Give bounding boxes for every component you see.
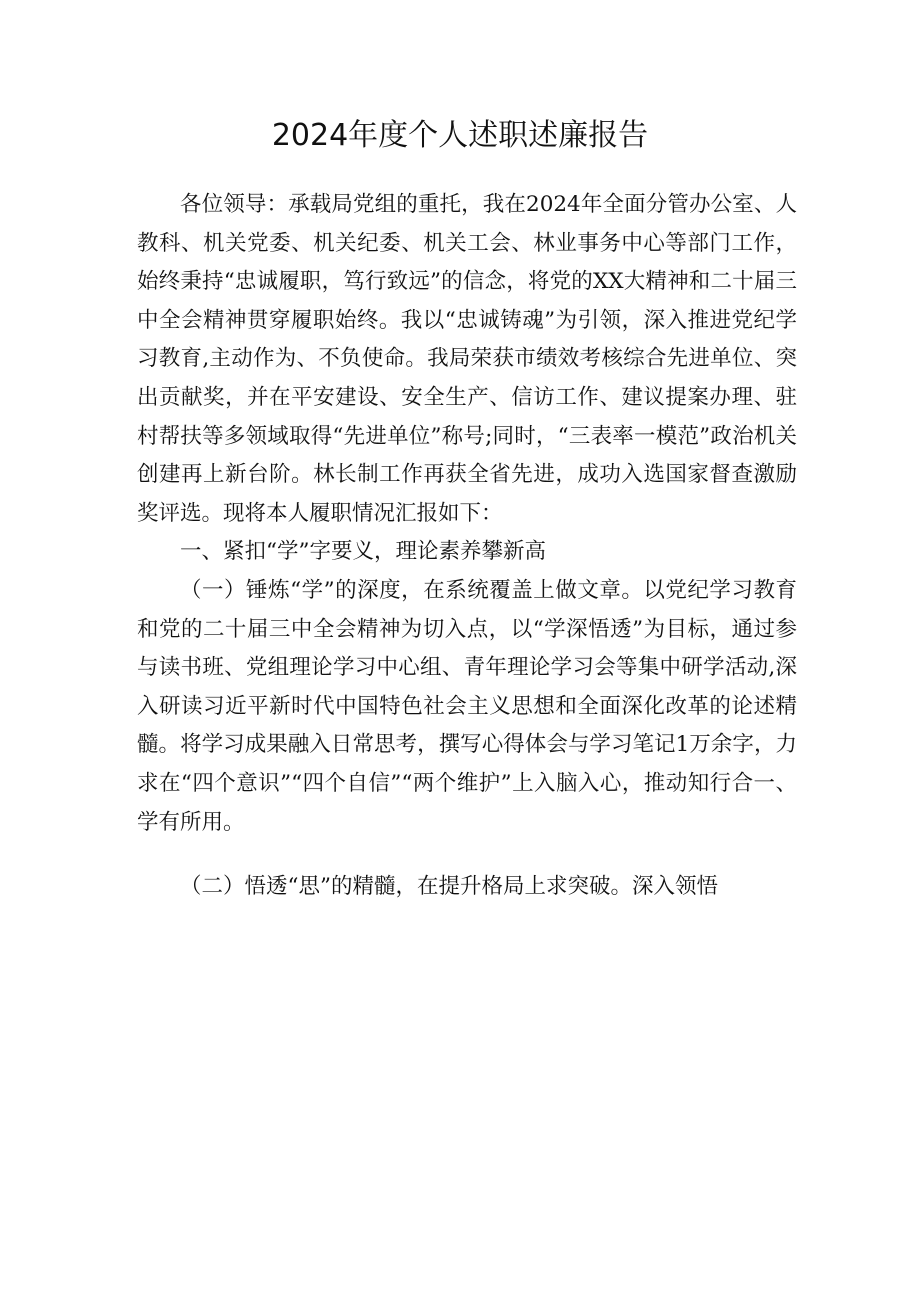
document-title: 2024年度个人述职述廉报告 xyxy=(271,118,649,153)
paragraph-subsection-2: （二）悟透“思”的精髓，在提升格局上求突破。深入领悟 xyxy=(180,874,718,900)
paragraph-subsection-1: （一）锤炼“学”的深度，在系统覆盖上做文章。以党纪学习教育和党的二十届三中全会精神为切入点，以“学深悟透”为目标，通过参与读书班、党组理论学习中心组、青年理论学习会等集中研学活动,深入研读习近平新时代中国特色社会主义思想和全面深化改革的论述精髓。将学习成果融入日常思考，撰写心得体会与学习笔记1万余字，力求在“四个意识”“四个自信”“两个维护”上入脑入心，推动知行合一、学有所用。 xyxy=(137,577,797,835)
document-body xyxy=(137,186,797,907)
paragraph-intro: 各位领导：承载局党组的重托，我在2024年全面分管办公室、人教科、机关党委、机关纪委、机关工会、林业事务中心等部门工作，始终秉持“忠诚履职，笃行致远”的信念，将党的XX大精神和二十届三中全会精神贯穿履职始终。我以“忠诚铸魂”为引领，深入推进党纪学习教育,主动作为、不负使命。我局荣获市绩效考核综合先进单位、突出贡献奖，并在平安建设、安全生产、信访工作、建议提案办理、驻村帮扶等多领域取得“先进单位”称号;同时，“三表率一模范”政治机关创建再上新台阶。林长制工作再获全省先进，成功入选国家督查激励奖评选。现将本人履职情况汇报如下： xyxy=(137,192,797,526)
section-heading-1: 一、紧扣“学”字要义，理论素养攀新高 xyxy=(180,539,546,565)
